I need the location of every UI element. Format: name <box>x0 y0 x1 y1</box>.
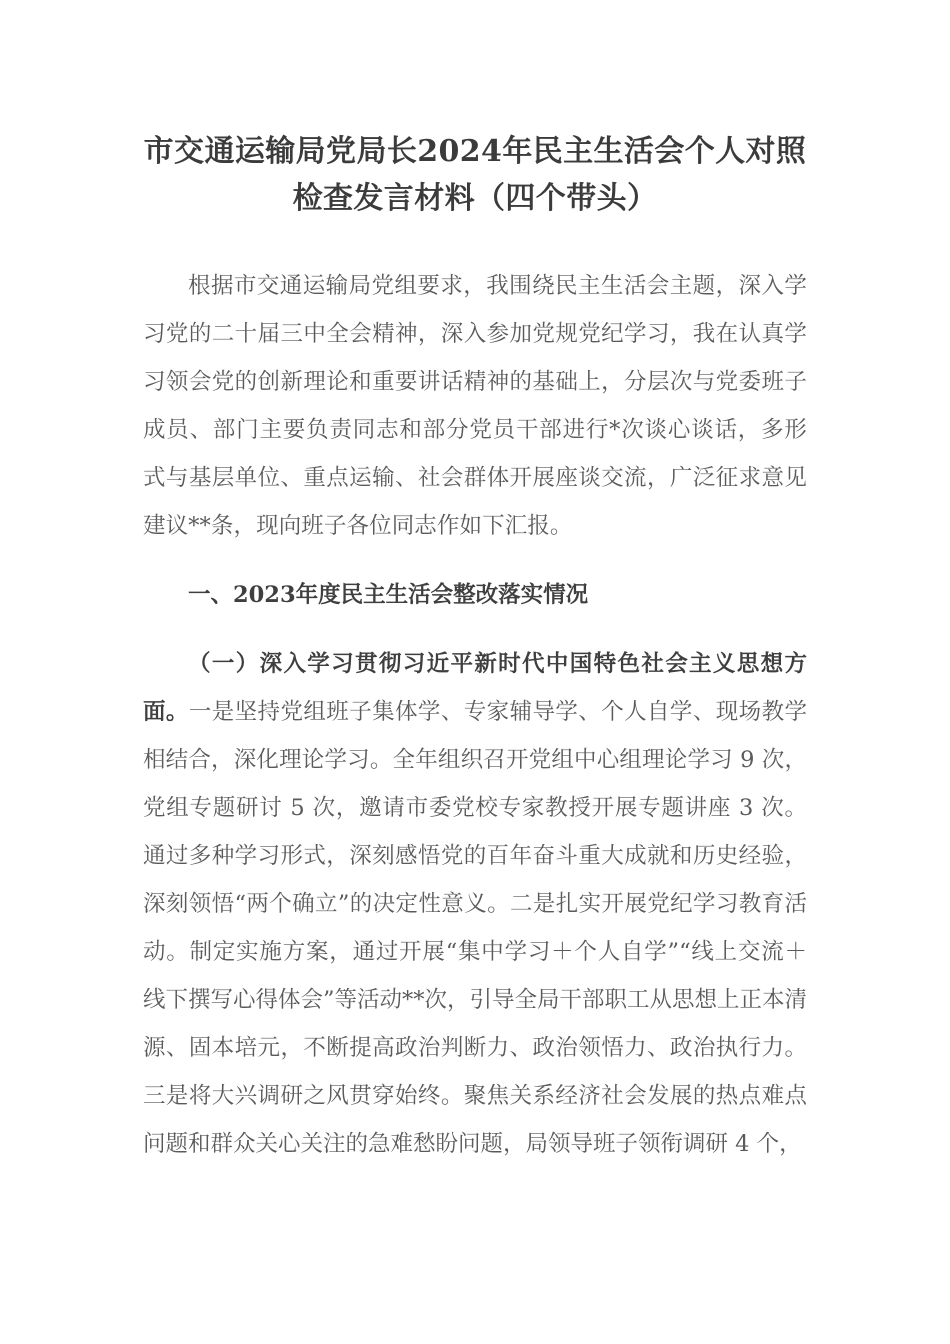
document-title: 市交通运输局党局长2024年民主生活会个人对照检查发言材料（四个带头） <box>143 134 807 216</box>
subsection-heading: （一）深入学习贯彻习近平新时代中国特色社会主义思想方面。 <box>143 651 807 725</box>
lead-paragraph: 根据市交通运输局党组要求，我围绕民主生活会主题，深入学习党的二十届三中全会精神，深入参加党规党纪学习，我在认真学习领会党的创新理论和重要讲话精神的基础上，分层次与党委班子成员、部门主要负责同志和部分党员干部进行*次谈心谈话，多形式与基层单位、重点运输、社会群体开展座谈交流，广泛征求意见建议**条，现向班子各位同志作如下汇报。 <box>143 273 807 539</box>
section-heading-1: 一、2023年度民主生活会整改落实情况 <box>188 582 589 608</box>
subsection-block <box>143 619 807 1168</box>
subsection-body-text: 一是坚持党组班子集体学、专家辅导学、个人自学、现场教学相结合，深化理论学习。全年组织召开党组中心组理论学习 9 次，党组专题研讨 5 次，邀请市委党校专家教授开展专题讲座 3 次。通过多种学习形式，深刻感悟党的百年奋斗重大成就和历史经验，深刻领悟“两个确立”的决定性意义。二是扎实开展党纪学习教育活动。制定实施方案，通过开展“集中学习＋个人自学”“线上交流＋线下撰写心得体会”等活动**次，引导全局干部职工从思想上正本清源、固本培元，不断提高政治判断力、政治领悟力、政治执行力。三是将大兴调研之风贯穿始终。聚焦关系经济社会发展的热点难点问题和群众关心关注的急难愁盼问题，局领导班子领衔调研 4 个， <box>143 699 808 1157</box>
